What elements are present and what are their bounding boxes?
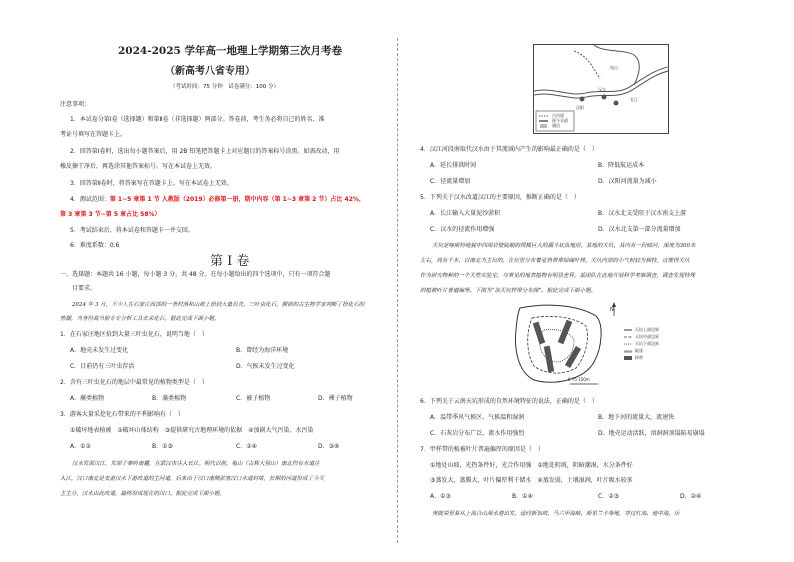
tiankeng-transect-graphic bbox=[510, 300, 690, 390]
exam-title: 2024-2025 学年高一地理上学期第三次月考卷 bbox=[118, 45, 342, 57]
notice-item-5: 5．考试结束后，将本试卷和答题卡一并交回。 bbox=[70, 227, 194, 234]
map2-scale-bar: 0 75 150m bbox=[568, 377, 590, 382]
passage-1-line-1: 2024 年 3 月，不少人在石家庄西部的一条村落和山坡上拾到大量贝壳。三叶虫化石，额前的古生物学家判断了拾化石的 bbox=[72, 302, 365, 308]
question-5-option-d[interactable]: D．汉水北支第一部分流量增加 bbox=[598, 226, 681, 233]
question-3-stem: 3．游客大量采挖化石带来的不利影响有（ ） bbox=[60, 411, 184, 418]
map2-legend-cliff: 陡崖 bbox=[635, 348, 643, 353]
question-6-option-b[interactable]: B．地下河的流量大，流速快 bbox=[598, 414, 675, 421]
notice-item-4-prefix: 4．测试范围： bbox=[70, 196, 110, 203]
question-7-option-a[interactable]: A．①③ bbox=[430, 493, 451, 500]
passage-4-line-1: 奥就荣贸易从上海合山深水港出发，途经新加坡、马六甲海峡、斯里兰卡等地，穿过红海、地中海，历 bbox=[432, 511, 680, 517]
section-title: 第 Ⅰ 卷 bbox=[210, 254, 250, 269]
map2-legend-transect: 样带 bbox=[635, 355, 643, 360]
svg-text:汉阳: 汉阳 bbox=[576, 105, 584, 110]
passage-3-line-3: 作为研究物种的一个天然实验室，与常见的地表植物有明显差异。某团队在此地开展科学考察调查，调查发现特殊 bbox=[420, 273, 696, 279]
column-divider bbox=[397, 38, 398, 543]
exam-meta: （考试时间：75 分钟 试卷满分：100 分） bbox=[170, 84, 279, 90]
notice-item-2a: 2．回答第Ⅰ卷时，选出每小题答案后，用 2B 铅笔把答题卡上对应题目的答案标号涂黑。如需改动，用 bbox=[70, 148, 340, 155]
question-7-option-b[interactable]: B．①④ bbox=[512, 493, 533, 500]
passage-3-line-1: 天坑是喀斯特地貌中四周岩壁陡峭的规模巨大的漏斗状负地形。某地的天坑，其内有一段暗河，深度为300米 bbox=[432, 243, 696, 249]
question-2-option-c[interactable]: C．被子植物 bbox=[236, 395, 271, 402]
question-6-stem: 6．下列关于云南天坑形成的自然环境特征的说法，正确的是（ ） bbox=[420, 398, 598, 405]
passage-1-line-2: 热潮，当身份高当前专专分析工具去采化石。据此完成下面小题。 bbox=[60, 316, 220, 322]
question-2-option-a[interactable]: A．蕨类植物 bbox=[70, 395, 105, 402]
map2-legend-upper-boundary: 天坑上部边界 bbox=[635, 327, 659, 332]
notice-item-4b: 第 3 章第 3 节~第 5 章占比 58%） bbox=[60, 211, 161, 218]
notice-item-3: 3．回答第Ⅱ卷时，将答案写在答题卡上。写在本试卷上无效。 bbox=[70, 180, 233, 187]
question-4-option-b[interactable]: B．降低航运成本 bbox=[598, 162, 645, 169]
question-6-option-d[interactable]: D．地壳运动活跃，溶洞洞顶塌陷易崩塌 bbox=[598, 430, 705, 437]
notice-item-4-scope: 第 1~5 章第 1 节 人教版（2019）必修第一册，期中内容（第 1~3 章第 2 节）占比 42%， bbox=[109, 196, 365, 203]
question-3-option-b[interactable]: B．①③ bbox=[152, 443, 173, 450]
question-4-option-c[interactable]: C．径流量增加 bbox=[430, 178, 471, 185]
question-7-option-d[interactable]: D．②④ bbox=[680, 493, 702, 500]
question-6-option-c[interactable]: C．石灰岩分布广泛，流水作用强烈 bbox=[430, 430, 525, 437]
question-2-option-d[interactable]: D．裸子植物 bbox=[318, 395, 353, 402]
svg-text:长江: 长江 bbox=[630, 97, 638, 102]
question-3-option-c[interactable]: C．②④ bbox=[236, 443, 257, 450]
question-4-stem: 4．汉江河段南取代汉水由于其流域内产生的影响最正确的是（ ） bbox=[420, 146, 598, 153]
question-7-statements-1: ①地处山坡，光热条件好，光合作用强 ②地处阴坡，阴暗潮湿，水分条件好 bbox=[430, 462, 633, 469]
question-6-option-a[interactable]: A．温带季风气候区，气候温和湿润 bbox=[430, 414, 525, 421]
question-7-option-c[interactable]: C．②③ bbox=[598, 493, 619, 500]
question-7-statements-2: ③蒸发大，蒸腾大，叶片偏厚利于储水 ④蒸发弱，土壤湿润，叶片吸水较多 bbox=[430, 477, 633, 484]
question-2-stem: 2．含有三叶虫化石的地层中最常见的植物类型是（ ） bbox=[60, 379, 208, 386]
question-1-option-c[interactable]: C．目前仍有三叶虫存活 bbox=[70, 363, 135, 370]
notice-item-1a: 1．本试卷分第Ⅰ卷（选择题）和第Ⅱ卷（非选择题）两部分。答卷前，考生务必将自己的姓名、准 bbox=[70, 116, 325, 123]
question-5-option-a[interactable]: A．长江输入大量泥沙淤积 bbox=[430, 210, 501, 217]
map2-legend-middle-boundary: 天坑中部边界 bbox=[635, 334, 659, 339]
passage-2-line-2: 入江，汉口南北是支游汉水下游改道的主河道，后来由于汉口南侧淤塞汉口水道封堵，长期的河道形成了今天 bbox=[60, 476, 325, 482]
question-7-stem: 7．甲样带的植被叶片普遍偏厚的原因是（ ） bbox=[420, 446, 544, 453]
north-arrow-label: N bbox=[610, 307, 614, 313]
question-3-option-d[interactable]: D．③④ bbox=[318, 443, 340, 450]
map1-legend-lake: 湖泊 bbox=[552, 123, 560, 128]
question-4-option-a[interactable]: A．延长排洪时间 bbox=[430, 162, 477, 169]
question-1-stem: 1．在石家庄地区拾到大量三叶虫化石，说明当地（ ） bbox=[60, 331, 208, 338]
map2-legend-lower-boundary: 天坑下部边界 bbox=[635, 341, 659, 346]
question-5-option-b[interactable]: B．汉水北支受阻于汉水南支上游 bbox=[598, 210, 687, 217]
notice-item-2b: 橡皮擦干净后，再选涂其他答案标号。写在本试卷上无效。 bbox=[60, 163, 217, 170]
question-1-option-a[interactable]: A．地壳未发生过变化 bbox=[70, 347, 129, 354]
notice-item-1b: 考证号填写在答题卡上。 bbox=[60, 131, 127, 138]
section-intro-b: 目要求。 bbox=[72, 285, 97, 292]
map1-legend-current-channel: 现今水道 bbox=[552, 118, 568, 123]
question-5-stem: 5．下列关于汉水改道汉江的主要原因，推断正确的是（ ） bbox=[420, 194, 580, 201]
hanshui-river-map bbox=[533, 44, 669, 134]
question-2-option-b[interactable]: B．藻类植物 bbox=[152, 395, 187, 402]
map1-legend-old-channel: 古河道 bbox=[552, 113, 564, 118]
passage-2-line-1: 汉水发源汉江，发源于秦岭南麓，在武汉市注入长江。明代以前，龟山（古称大别山）南北均有水道注 bbox=[72, 461, 320, 467]
notice-item-6: 6．难度系数：0.6 bbox=[70, 242, 120, 249]
question-4-option-d[interactable]: D．汉阳河流量为减小 bbox=[598, 178, 657, 185]
question-3-option-a[interactable]: A．①② bbox=[70, 443, 91, 450]
svg-text:汉水: 汉水 bbox=[598, 87, 606, 92]
notice-heading: 注意事项： bbox=[60, 101, 91, 108]
svg-text:龟山: 龟山 bbox=[610, 65, 618, 70]
question-5-option-c[interactable]: C．汉水的径流作用增强 bbox=[430, 226, 495, 233]
passage-2-line-3: 主主分，汉水由此改道，最终形成现在的汉口。据此完成下面小题。 bbox=[60, 491, 226, 497]
tiankeng-transect-map bbox=[510, 300, 690, 390]
notice-item-4a bbox=[70, 196, 365, 204]
question-1-option-d[interactable]: D．气候未发生过变化 bbox=[236, 363, 295, 370]
passage-3-line-2: 左右，周有千米，以南北为主坑的，在坑里分布着亚热带常绿阔叶林，天坑内部的小气候较为独特，这使得天坑 bbox=[420, 258, 690, 264]
question-1-option-b[interactable]: B．曾经为海洋环境 bbox=[236, 347, 289, 354]
question-3-statements: ①破坏地表植被 ②破坏山体结构 ③提供研究古地理环境的依据 ④加剧大气污染、水污染 bbox=[70, 427, 314, 434]
exam-subtitle: （新高考八省专用） bbox=[165, 66, 255, 77]
section-intro-a: 一、选择题：本题共 16 小题，每小题 3 分，共 48 分。在每小题给出的四个选项中，只有一项符合题 bbox=[60, 271, 331, 278]
passage-3-line-4: 的植被叶片普遍偏厚。下图为“该天坑样带分布图”。据此完成下面小题。 bbox=[420, 288, 597, 294]
